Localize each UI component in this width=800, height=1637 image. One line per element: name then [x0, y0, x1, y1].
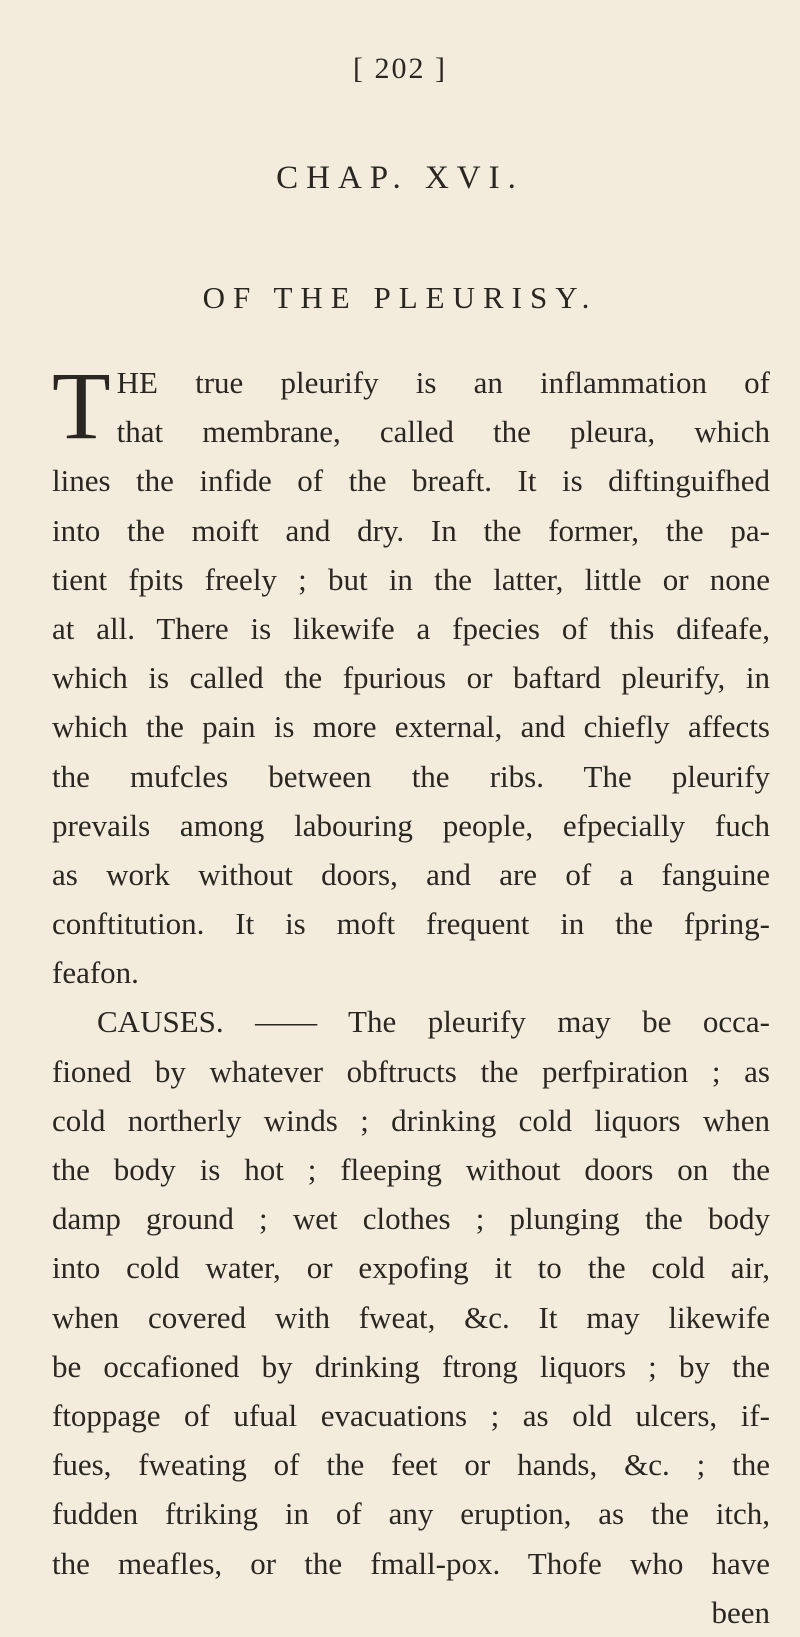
text-line: into cold water, or expofing it to the cold air, [52, 1250, 770, 1286]
text-line: when covered with fweat, &c. It may likewife [52, 1299, 770, 1335]
text-line: feafon. [52, 955, 139, 991]
text-line: conftitution. It is moft frequent in the fpring- [52, 906, 770, 942]
text-line: which is called the fpurious or baftard pleurify, in [52, 660, 770, 696]
chapter-title: CHAP. XVI. [276, 160, 524, 196]
text-line: cold northerly winds ; drinking cold liquors when [52, 1102, 770, 1138]
text-line: the mufcles between the ribs. The pleurify [52, 758, 770, 794]
text-line: fudden ftriking in of any eruption, as the itch, [52, 1496, 770, 1532]
text-line: the body is hot ; fleeping without doors on the [52, 1152, 770, 1187]
text-line: that membrane, called the pleura, which [116, 414, 770, 450]
text-line: fioned by whatever obftructs the perfpiration ; as [52, 1053, 770, 1089]
page-number: [ 202 ] [353, 52, 447, 85]
text-line: lines the infide of the breaft. It is diftinguifhed [52, 463, 770, 499]
text-line: which the pain is more external, and chiefly affects [52, 709, 770, 745]
text-line: into the moift and dry. In the former, the pa- [52, 512, 770, 548]
text-line: the meafles, or the fmall-pox. Thofe who have [52, 1545, 770, 1581]
text-line: as work without doors, and are of a fanguine [52, 856, 770, 892]
text-line: at all. There is likewife a fpecies of this difeafe, [52, 610, 770, 646]
catchword: been [711, 1594, 770, 1630]
drop-cap: T [52, 352, 111, 459]
text-line: fues, fweating of the feet or hands, &c. ; the [52, 1447, 770, 1483]
text-line: HE true pleurify is an inflammation of [116, 365, 770, 400]
text-line: be occafioned by drinking ftrong liquors ; by the [52, 1348, 770, 1384]
body-text [52, 352, 770, 1637]
text-line: tient fpits freely ; but in the latter, little or none [52, 561, 770, 597]
text-line: ftoppage of ufual evacuations ; as old ulcers, if- [52, 1397, 770, 1433]
section-title: OF THE PLEURISY. [202, 280, 598, 315]
text-line: CAUSES. —— The pleurify may be occa- [97, 1004, 770, 1040]
text-line: damp ground ; wet clothes ; plunging the body [52, 1201, 770, 1237]
text-line: prevails among labouring people, efpecially fuch [52, 807, 770, 843]
